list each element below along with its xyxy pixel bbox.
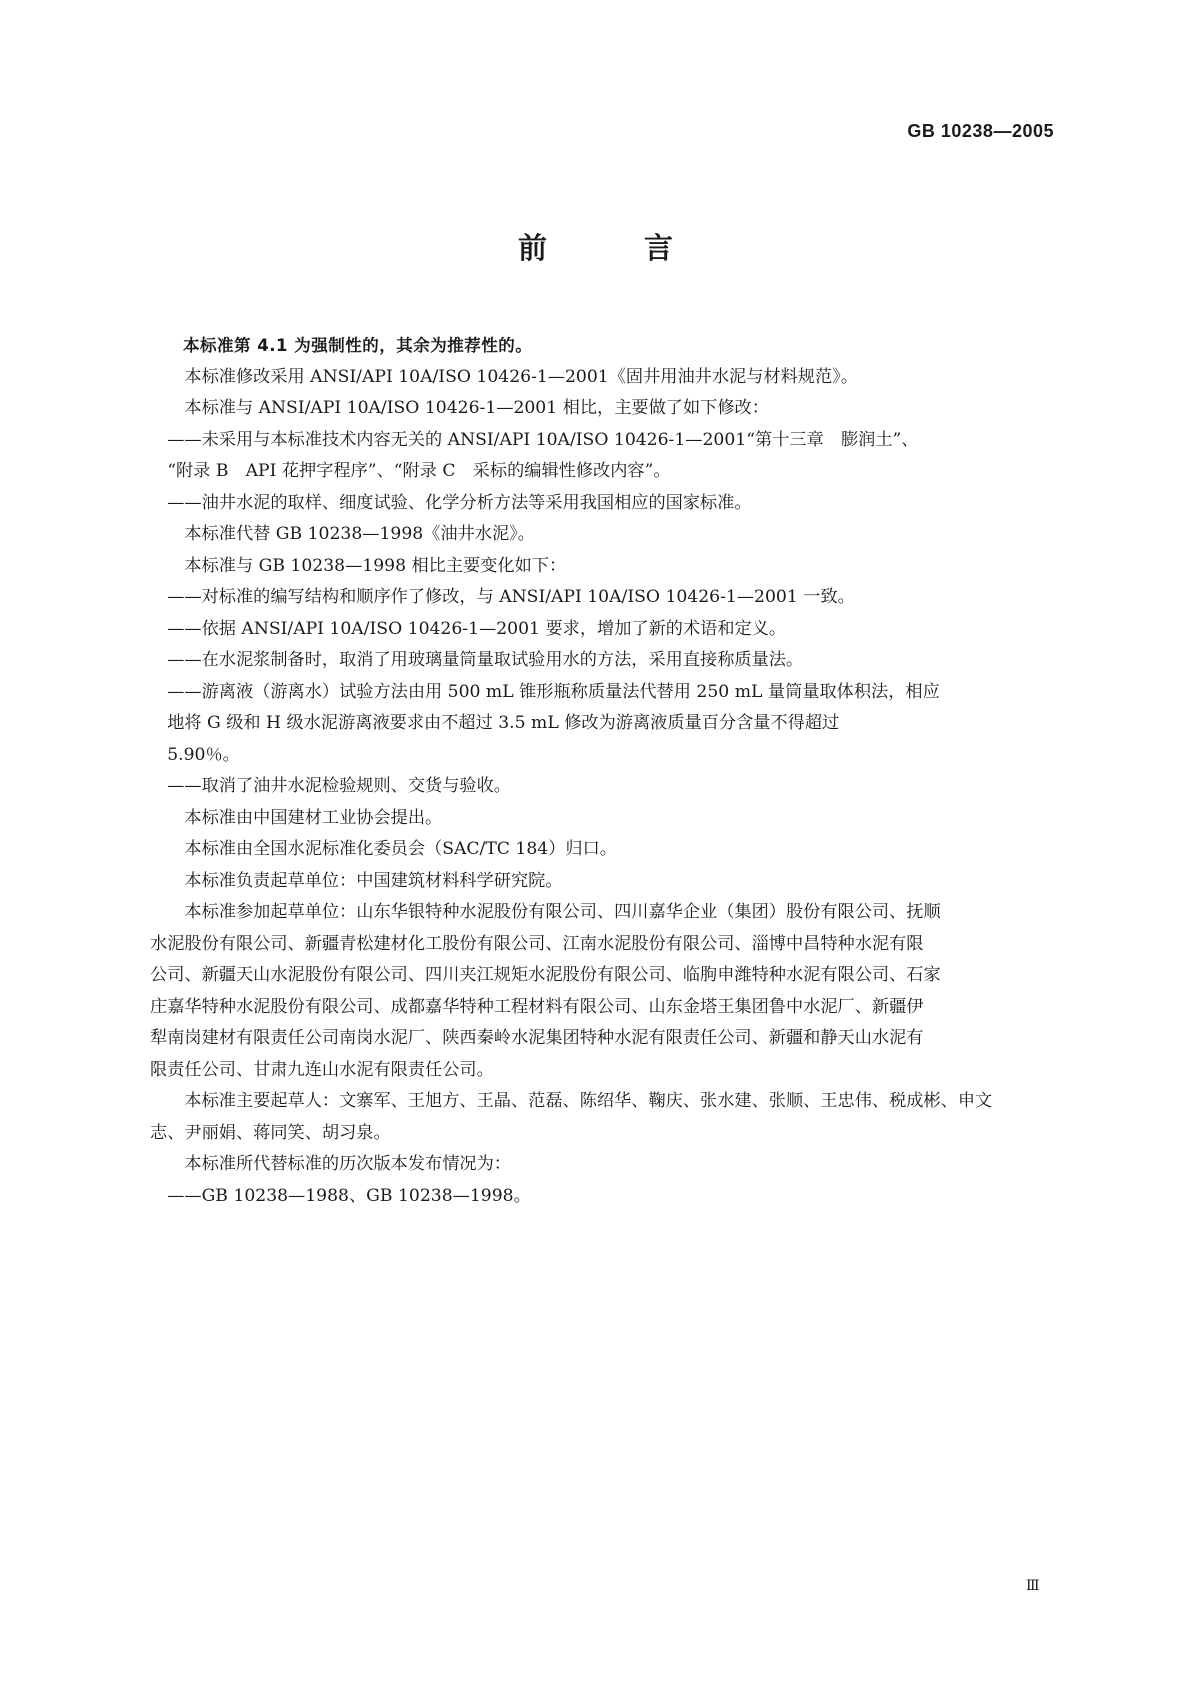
drafting-unit: 本标准负责起草单位：中国建筑材料科学研究院。 xyxy=(184,870,563,891)
modification-item-line: “附录 B API 花押字程序”、“附录 C 采标的编辑性修改内容”。 xyxy=(167,461,671,481)
page-title: 前 言 xyxy=(517,231,707,265)
mandatory-clause: 本标准第 4.1 为强制性的，其余为推荐性的。 xyxy=(183,336,533,355)
history-intro: 本标准所代替标准的历次版本发布情况为： xyxy=(184,1154,511,1174)
participating-units-line: 限责任公司、甘肃九连山水泥有限责任公司。 xyxy=(150,1059,494,1080)
modification-item xyxy=(150,425,1053,488)
modifications-intro: 本标准与 ANSI/API 10A/ISO 10426-1—2001 相比，主要做了如下修改： xyxy=(184,398,769,418)
change-item: ——在水泥浆制备时，取消了用玻璃量筒量取试验用水的方法，采用直接称质量法。 xyxy=(167,650,804,670)
change-item: ——取消了油井水泥检验规则、交货与验收。 xyxy=(167,776,511,796)
proposed-by: 本标准由中国建材工业协会提出。 xyxy=(184,807,443,828)
standard-number: GB 10238—2005 xyxy=(907,121,1054,141)
adoption-statement: 本标准修改采用 ANSI/API 10A/ISO 10426-1—2001《固井用油井水泥与材料规范》。 xyxy=(184,366,858,387)
page-number: Ⅲ xyxy=(1026,1578,1039,1594)
changes-intro: 本标准与 GB 10238—1998 相比主要变化如下： xyxy=(184,555,567,576)
modification-item-line: ——未采用与本标准技术内容无关的 ANSI/API 10A/ISO 10426-1—2001“第十三章 膨润土”、 xyxy=(167,429,919,450)
participating-units-line: 水泥股份有限公司、新疆青松建材化工股份有限公司、江南水泥股份有限公司、淄博中昌特种水泥有限 xyxy=(150,933,924,954)
main-drafters xyxy=(150,1086,1053,1149)
participating-units-line: 庄嘉华特种水泥股份有限公司、成都嘉华特种工程材料有限公司、山东金塔王集团鲁中水泥厂、新疆伊 xyxy=(150,996,924,1017)
change-item-line: 5.90％。 xyxy=(167,744,240,765)
participating-units-line: 犁南岗建材有限责任公司南岗水泥厂、陕西秦岭水泥集团特种水泥有限责任公司、新疆和静天山水泥有 xyxy=(150,1028,924,1048)
change-item-line: 地将 G 级和 H 级水泥游离液要求由不超过 3.5 mL 修改为游离液质量百分含量不得超过 xyxy=(167,713,840,733)
change-item-line: ——游离液（游离水）试验方法由用 500 mL 锥形瓶称质量法代替用 250 mL 量筒量取体积法，相应 xyxy=(167,681,940,702)
participating-units-line: 公司、新疆天山水泥股份有限公司、四川夹江规矩水泥股份有限公司、临朐申潍特种水泥有限公司、石家 xyxy=(150,965,941,985)
change-item: ——对标准的编写结构和顺序作了修改，与 ANSI/API 10A/ISO 10426-1—2001 一致。 xyxy=(167,587,855,607)
centralized-by: 本标准由全国水泥标准化委员会（SAC/TC 184）归口。 xyxy=(184,839,617,859)
participating-units xyxy=(150,897,1053,1086)
main-drafters-line: 志、尹丽娟、蒋同笑、胡习泉。 xyxy=(150,1122,391,1143)
history-item: ——GB 10238—1988、GB 10238—1998。 xyxy=(167,1185,531,1206)
foreword-body xyxy=(150,330,1053,1212)
change-item: ——依据 ANSI/API 10A/ISO 10426-1—2001 要求，增加了新的术语和定义。 xyxy=(167,618,787,639)
main-drafters-line: 本标准主要起草人：文寨军、王旭方、王晶、范磊、陈绍华、鞠庆、张水建、张顺、王忠伟、税成彬、申文 xyxy=(184,1091,993,1111)
participating-units-line: 本标准参加起草单位：山东华银特种水泥股份有限公司、四川嘉华企业（集团）股份有限公司、抚顺 xyxy=(184,902,941,922)
modification-item: ——油井水泥的取样、细度试验、化学分析方法等采用我国相应的国家标准。 xyxy=(167,492,752,513)
change-item xyxy=(150,677,1053,772)
replaces-statement: 本标准代替 GB 10238—1998《油井水泥》。 xyxy=(184,524,535,544)
